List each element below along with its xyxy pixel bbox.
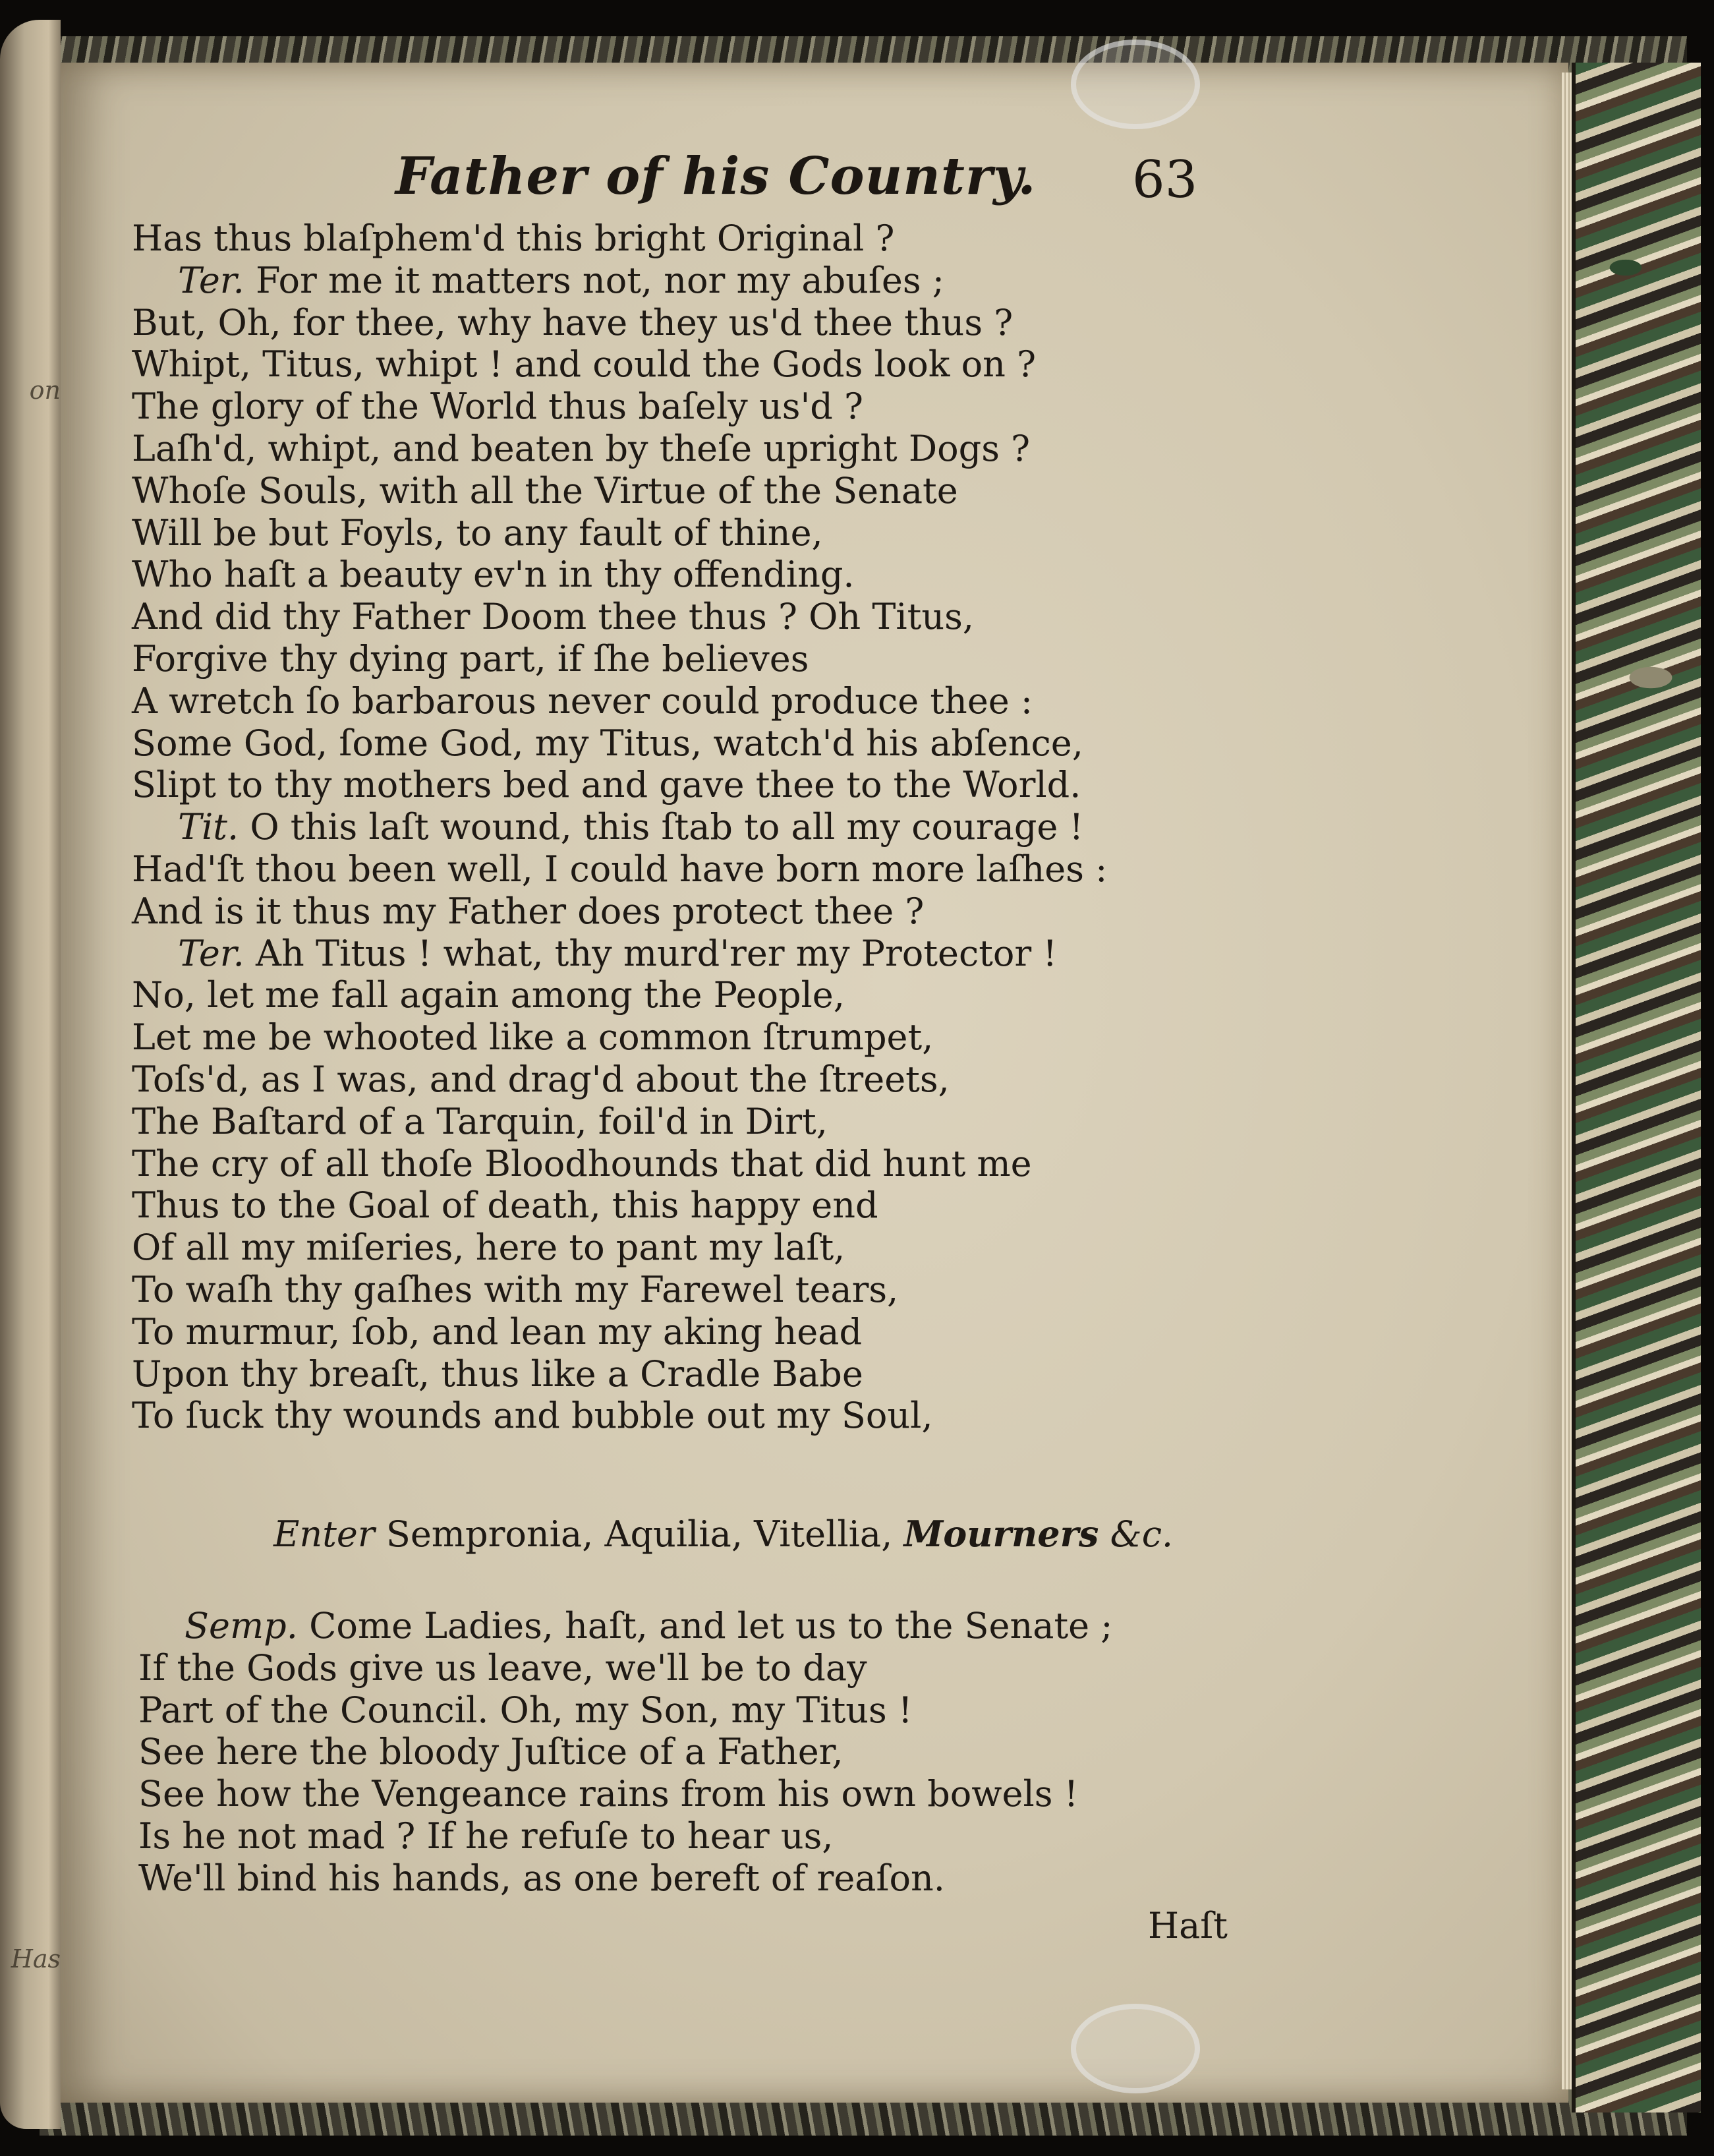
line-text: Upon thy breaſt, thus like a Cradle Babe <box>132 1353 863 1395</box>
text-line <box>132 1184 1384 1227</box>
text-line <box>132 890 1384 933</box>
line-text: We'll bind his hands, as one bereft of reaſon. <box>138 1857 945 1899</box>
line-text: Of all my miſeries, here to pant my laſt, <box>132 1227 845 1269</box>
line-text: Thus to the Goal of death, this happy end <box>132 1184 878 1227</box>
text-block-second <box>138 1605 1390 1900</box>
text-line <box>132 218 1384 260</box>
stage-etc: &c. <box>1110 1513 1174 1555</box>
text-line <box>132 260 1384 302</box>
line-text: And did thy Father Doom thee thus ? Oh Titus, <box>132 596 974 638</box>
line-text: Who haſt a beauty ev'n in thy offending. <box>132 554 855 596</box>
line-text: Forgive thy dying part, if ſhe believes <box>132 637 809 680</box>
text-line <box>138 1857 1390 1900</box>
text-line <box>138 1731 1390 1773</box>
page-clip-bottom <box>1071 2004 1200 2093</box>
text-line <box>138 1689 1390 1732</box>
text-line <box>132 554 1384 596</box>
speaker-label: Tit. <box>178 806 239 848</box>
text-line <box>132 512 1384 554</box>
text-line <box>132 806 1384 848</box>
line-text: The glory of the World thus baſely us'd ? <box>132 386 863 428</box>
text-line <box>132 1269 1384 1311</box>
text-line <box>132 722 1384 765</box>
line-text: Toſs'd, as I was, and drag'd about the ſtreets, <box>132 1058 950 1100</box>
text-line <box>132 1353 1384 1395</box>
line-text: No, let me fall again among the People, <box>132 974 845 1016</box>
speaker-label: Ter. <box>178 259 244 301</box>
line-text: If the Gods give us leave, we'll be to day <box>138 1646 867 1689</box>
line-text: For me it matters not, nor my abuſes ; <box>256 259 944 301</box>
text-line <box>132 680 1384 722</box>
text-line <box>132 1143 1384 1185</box>
line-text: Had'ſt thou been well, I could have born more laſhes : <box>132 848 1108 890</box>
text-line <box>132 343 1384 386</box>
stage-names: Sempronia, Aquilia, Vitellia, <box>386 1513 893 1555</box>
text-line <box>132 596 1384 638</box>
line-text: To waſh thy gaſhes with my Farewel tears, <box>132 1268 899 1310</box>
line-text: To murmur, ſob, and lean my aking head <box>132 1310 863 1353</box>
facing-page-left <box>0 20 61 2129</box>
line-text: O this laſt wound, this ſtab to all my courage ! <box>250 806 1084 848</box>
line-text: Come Ladies, haſt, and let us to the Senate ; <box>309 1605 1113 1646</box>
line-text: To ſuck thy wounds and bubble out my Soul, <box>132 1395 933 1437</box>
page-number: 63 <box>1132 150 1198 210</box>
line-text: See here the bloody Juſtice of a Father, <box>138 1731 843 1773</box>
text-line <box>132 974 1384 1016</box>
text-line <box>132 386 1384 428</box>
text-line <box>138 1773 1390 1815</box>
text-line <box>132 1101 1384 1143</box>
left-page-fragment: Has <box>11 1944 61 1973</box>
page-header <box>0 146 1714 210</box>
line-text: See how the Vengeance rains from his own bowels ! <box>138 1773 1079 1815</box>
text-line <box>132 470 1384 512</box>
text-line <box>132 302 1384 344</box>
text-line <box>132 933 1384 975</box>
text-line <box>138 1605 1390 1647</box>
text-line <box>132 638 1384 680</box>
line-text: But, Oh, for thee, why have they us'd thee thus ? <box>132 301 1014 343</box>
marbled-cover <box>1572 63 1701 2112</box>
line-text: Slipt to thy mothers bed and gave thee to the World. <box>132 764 1081 806</box>
line-text: Ah Titus ! what, thy murd'rer my Protector ! <box>256 932 1058 974</box>
stage-mourners: Mourners <box>903 1513 1099 1555</box>
text-line <box>132 428 1384 470</box>
line-text: Whipt, Titus, whipt ! and could the Gods look on ? <box>132 343 1037 386</box>
text-line <box>138 1647 1390 1689</box>
text-line <box>132 1395 1384 1437</box>
line-text: The Baſtard of a Tarquin, foil'd in Dirt, <box>132 1100 828 1142</box>
running-title: Father of his Country. <box>395 146 1037 206</box>
line-text: Is he not mad ? If he refuſe to hear us, <box>138 1815 834 1857</box>
stage-direction <box>273 1513 1173 1555</box>
line-text: Laſh'd, whipt, and beaten by theſe upright Dogs ? <box>132 427 1031 469</box>
line-text: Let me be whooted like a common ſtrumpet, <box>132 1016 934 1059</box>
speaker-label: Semp. <box>185 1605 298 1646</box>
text-line <box>132 764 1384 806</box>
page-clip-top <box>1071 40 1200 129</box>
text-line <box>132 1016 1384 1059</box>
text-block-main <box>132 218 1384 1437</box>
line-text: Part of the Council. Oh, my Son, my Titus ! <box>138 1689 913 1731</box>
text-line <box>138 1815 1390 1857</box>
speaker-label: Ter. <box>178 932 244 974</box>
text-line <box>132 1059 1384 1101</box>
line-text: Whoſe Souls, with all the Virtue of the Senate <box>132 469 958 511</box>
line-text: Some God, ſome God, my Titus, watch'd his abſence, <box>132 722 1083 764</box>
catchword: Haſt <box>1148 1905 1228 1946</box>
line-text: Has thus blaſphem'd this bright Original ? <box>132 218 895 259</box>
line-text: Will be but Foyls, to any fault of thine, <box>132 511 823 554</box>
text-line <box>132 1311 1384 1353</box>
line-text: A wretch ſo barbarous never could produce thee : <box>132 680 1033 722</box>
line-text: And is it thus my Father does protect thee ? <box>132 890 925 932</box>
left-page-fragment: on <box>29 376 61 405</box>
text-line <box>132 1227 1384 1269</box>
line-text: The cry of all thoſe Bloodhounds that did hunt me <box>132 1142 1032 1184</box>
stage-enter: Enter <box>273 1513 375 1555</box>
text-line <box>132 848 1384 890</box>
